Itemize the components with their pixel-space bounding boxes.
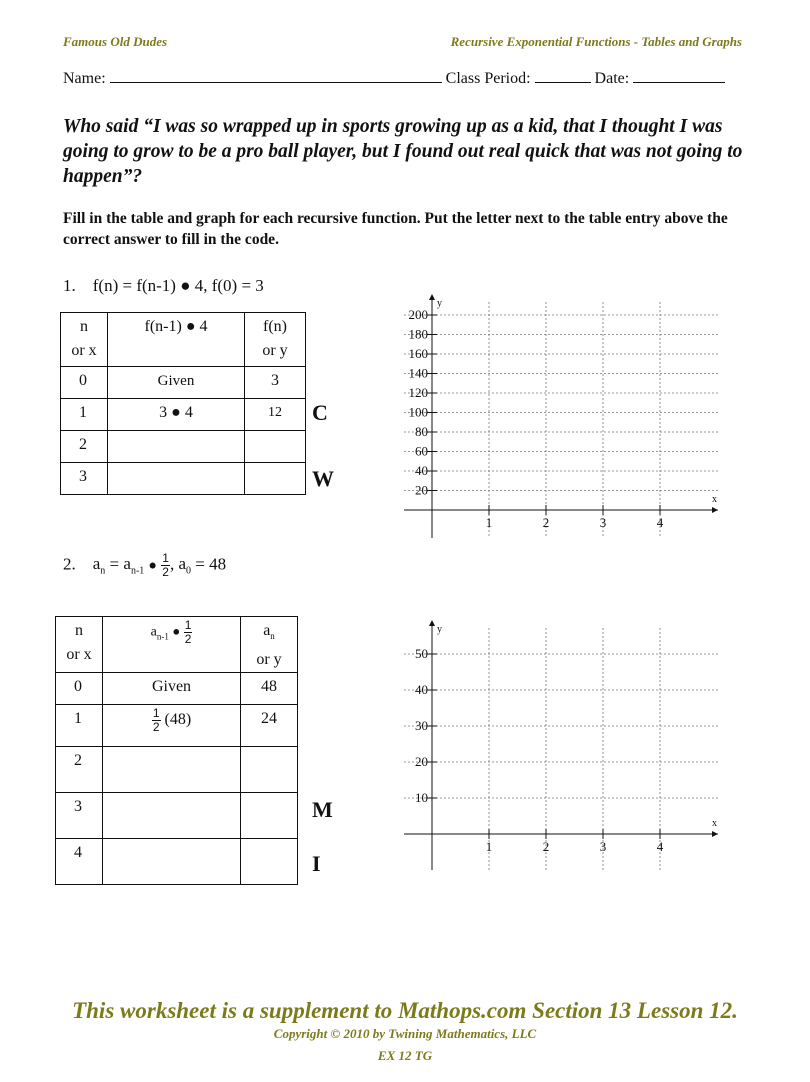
table-row <box>56 793 298 839</box>
y-tick-label: 40 <box>415 682 428 697</box>
problem-2-table <box>55 616 298 885</box>
cell-y: 48 <box>241 673 298 705</box>
y-tick-label: 180 <box>408 326 428 342</box>
cell-y: 12 <box>245 399 306 431</box>
table-row <box>61 463 306 495</box>
y-tick-label: 20 <box>415 754 428 769</box>
x-axis-arrow <box>712 507 718 513</box>
table-row <box>56 705 298 747</box>
x-tick-label: 4 <box>656 839 664 854</box>
code-letter-i: I <box>312 851 321 876</box>
y-axis-arrow <box>429 294 435 300</box>
term-a-0: $a_0$ <box>178 554 191 577</box>
cell-y-blank[interactable] <box>241 839 298 885</box>
y-tick-label: 10 <box>415 790 428 805</box>
code-letter-w: W <box>312 466 334 491</box>
x-axis-label: x <box>712 818 717 829</box>
cell-n: 1 <box>61 399 108 431</box>
header-right: Recursive Exponential Functions - Tables and Graphs <box>450 34 742 49</box>
cell-expr: Given <box>103 673 241 705</box>
fraction-one-half: $\frac{1}{2}$ <box>162 551 169 579</box>
equals-sign: = <box>109 554 120 574</box>
comma: , <box>169 554 175 574</box>
date-blank[interactable] <box>633 68 725 83</box>
cell-n: 0 <box>56 673 103 705</box>
cell-expr: Given <box>108 367 245 399</box>
footer-supplement: This worksheet is a supplement to Mathops.com Section 13 Lesson 12. <box>72 998 738 1023</box>
x-tick-label: 3 <box>599 515 607 530</box>
class-period-blank[interactable] <box>535 68 591 83</box>
initial-value: = 48 <box>195 554 227 574</box>
problem-2-statement <box>63 552 226 579</box>
y-tick-label: 60 <box>415 443 428 459</box>
riddle-question: Who said “I was so wrapped up in sports growing up as a kid, that I thought I was going to grow to be a pro ball player, but I found out real quick that was not going to happen”? <box>63 116 743 187</box>
problem-1-table <box>60 312 306 495</box>
cell-n: 3 <box>61 463 108 495</box>
name-blank[interactable] <box>110 68 442 83</box>
code-letter-c: C <box>312 400 328 425</box>
cell-n: 2 <box>56 747 103 793</box>
y-tick-label: 20 <box>415 482 428 498</box>
class-period-label: Class Period: <box>445 70 531 87</box>
header-left: Famous Old Dudes <box>63 34 168 49</box>
cell-expr-blank[interactable] <box>103 839 241 885</box>
cell-n: 3 <box>56 793 103 839</box>
table-header-n: n or x <box>56 617 103 673</box>
cell-n: 0 <box>61 367 108 399</box>
y-tick-label: 100 <box>408 404 428 420</box>
y-tick-label: 80 <box>415 424 428 439</box>
cell-expr-blank[interactable] <box>103 793 241 839</box>
multiply-dot: ● <box>148 558 157 574</box>
y-axis-arrow <box>429 620 435 626</box>
table-row <box>56 747 298 793</box>
name-line <box>63 68 725 88</box>
table-row <box>61 367 306 399</box>
x-tick-label: 1 <box>485 839 493 854</box>
table-header-n: n or x <box>61 313 108 367</box>
graph-labels <box>415 624 717 854</box>
cell-expr-blank[interactable] <box>108 463 245 495</box>
x-axis-arrow <box>712 831 718 837</box>
cell-n: 2 <box>61 431 108 463</box>
term-a-n-1: $a_{n-1}$ <box>123 554 145 577</box>
term-a-n: $a_n$ <box>92 554 106 577</box>
cell-expr: $\frac{1}{2}$ (48) <box>103 705 241 747</box>
cell-expr-blank[interactable] <box>103 747 241 793</box>
problem-1-number: 1. <box>63 276 76 295</box>
problem-1-statement <box>63 276 264 296</box>
instructions: Fill in the table and graph for each recursive function. Put the letter next to the table entry above the correct answer to fill in the code. <box>63 210 728 248</box>
problem-2-graph <box>400 614 730 874</box>
x-tick-label: 2 <box>542 515 550 530</box>
graph-axes <box>404 294 718 538</box>
x-tick-label: 2 <box>542 839 550 854</box>
graph-grid <box>404 302 718 538</box>
table-row <box>56 673 298 705</box>
footer-copyright: Copyright © 2010 by Twining Mathematics, LLC <box>273 1026 537 1041</box>
table-header-y: $a_n$ or y <box>241 617 298 673</box>
table-row <box>61 431 306 463</box>
cell-n: 4 <box>56 839 103 885</box>
x-tick-label: 1 <box>485 515 493 530</box>
y-axis-label: y <box>437 298 442 309</box>
table-header-y: f(n) or y <box>245 313 306 367</box>
cell-y-blank[interactable] <box>241 747 298 793</box>
y-tick-label: 160 <box>408 346 428 361</box>
x-axis-label: x <box>712 494 717 505</box>
problem-2-number: 2. <box>63 554 76 574</box>
code-letter-m: M <box>312 797 333 822</box>
cell-y: 24 <box>241 705 298 747</box>
y-tick-label: 50 <box>415 646 428 661</box>
table-row <box>61 399 306 431</box>
y-tick-label: 140 <box>408 365 428 381</box>
x-tick-label: 3 <box>599 839 607 854</box>
graph-labels <box>409 298 718 530</box>
problem-1-formula: f(n) = f(n-1) ● 4, f(0) = 3 <box>92 276 264 295</box>
cell-y-blank[interactable] <box>245 431 306 463</box>
y-tick-label: 120 <box>408 385 428 400</box>
cell-y-blank[interactable] <box>241 793 298 839</box>
cell-n: 1 <box>56 705 103 747</box>
y-axis-label: y <box>437 624 442 635</box>
cell-y: 3 <box>245 367 306 399</box>
table-header-expr: f(n-1) ● 4 <box>108 313 245 367</box>
cell-expr: 3 ● 4 <box>108 399 245 431</box>
name-label: Name: <box>63 70 106 87</box>
date-label: Date: <box>594 70 630 87</box>
cell-y-blank[interactable] <box>245 463 306 495</box>
x-tick-label: 4 <box>656 515 664 530</box>
graph-axes <box>404 620 718 870</box>
cell-expr-blank[interactable] <box>108 431 245 463</box>
table-header-expr: $a_{n-1}$ ● $\frac{1}{2}$ <box>103 617 241 673</box>
y-tick-label: 40 <box>415 463 428 478</box>
y-tick-label: 200 <box>408 307 428 322</box>
y-tick-label: 30 <box>415 718 428 733</box>
problem-1-graph <box>400 294 730 544</box>
table-row <box>56 839 298 885</box>
footer-code: EX 12 TG <box>377 1048 433 1063</box>
